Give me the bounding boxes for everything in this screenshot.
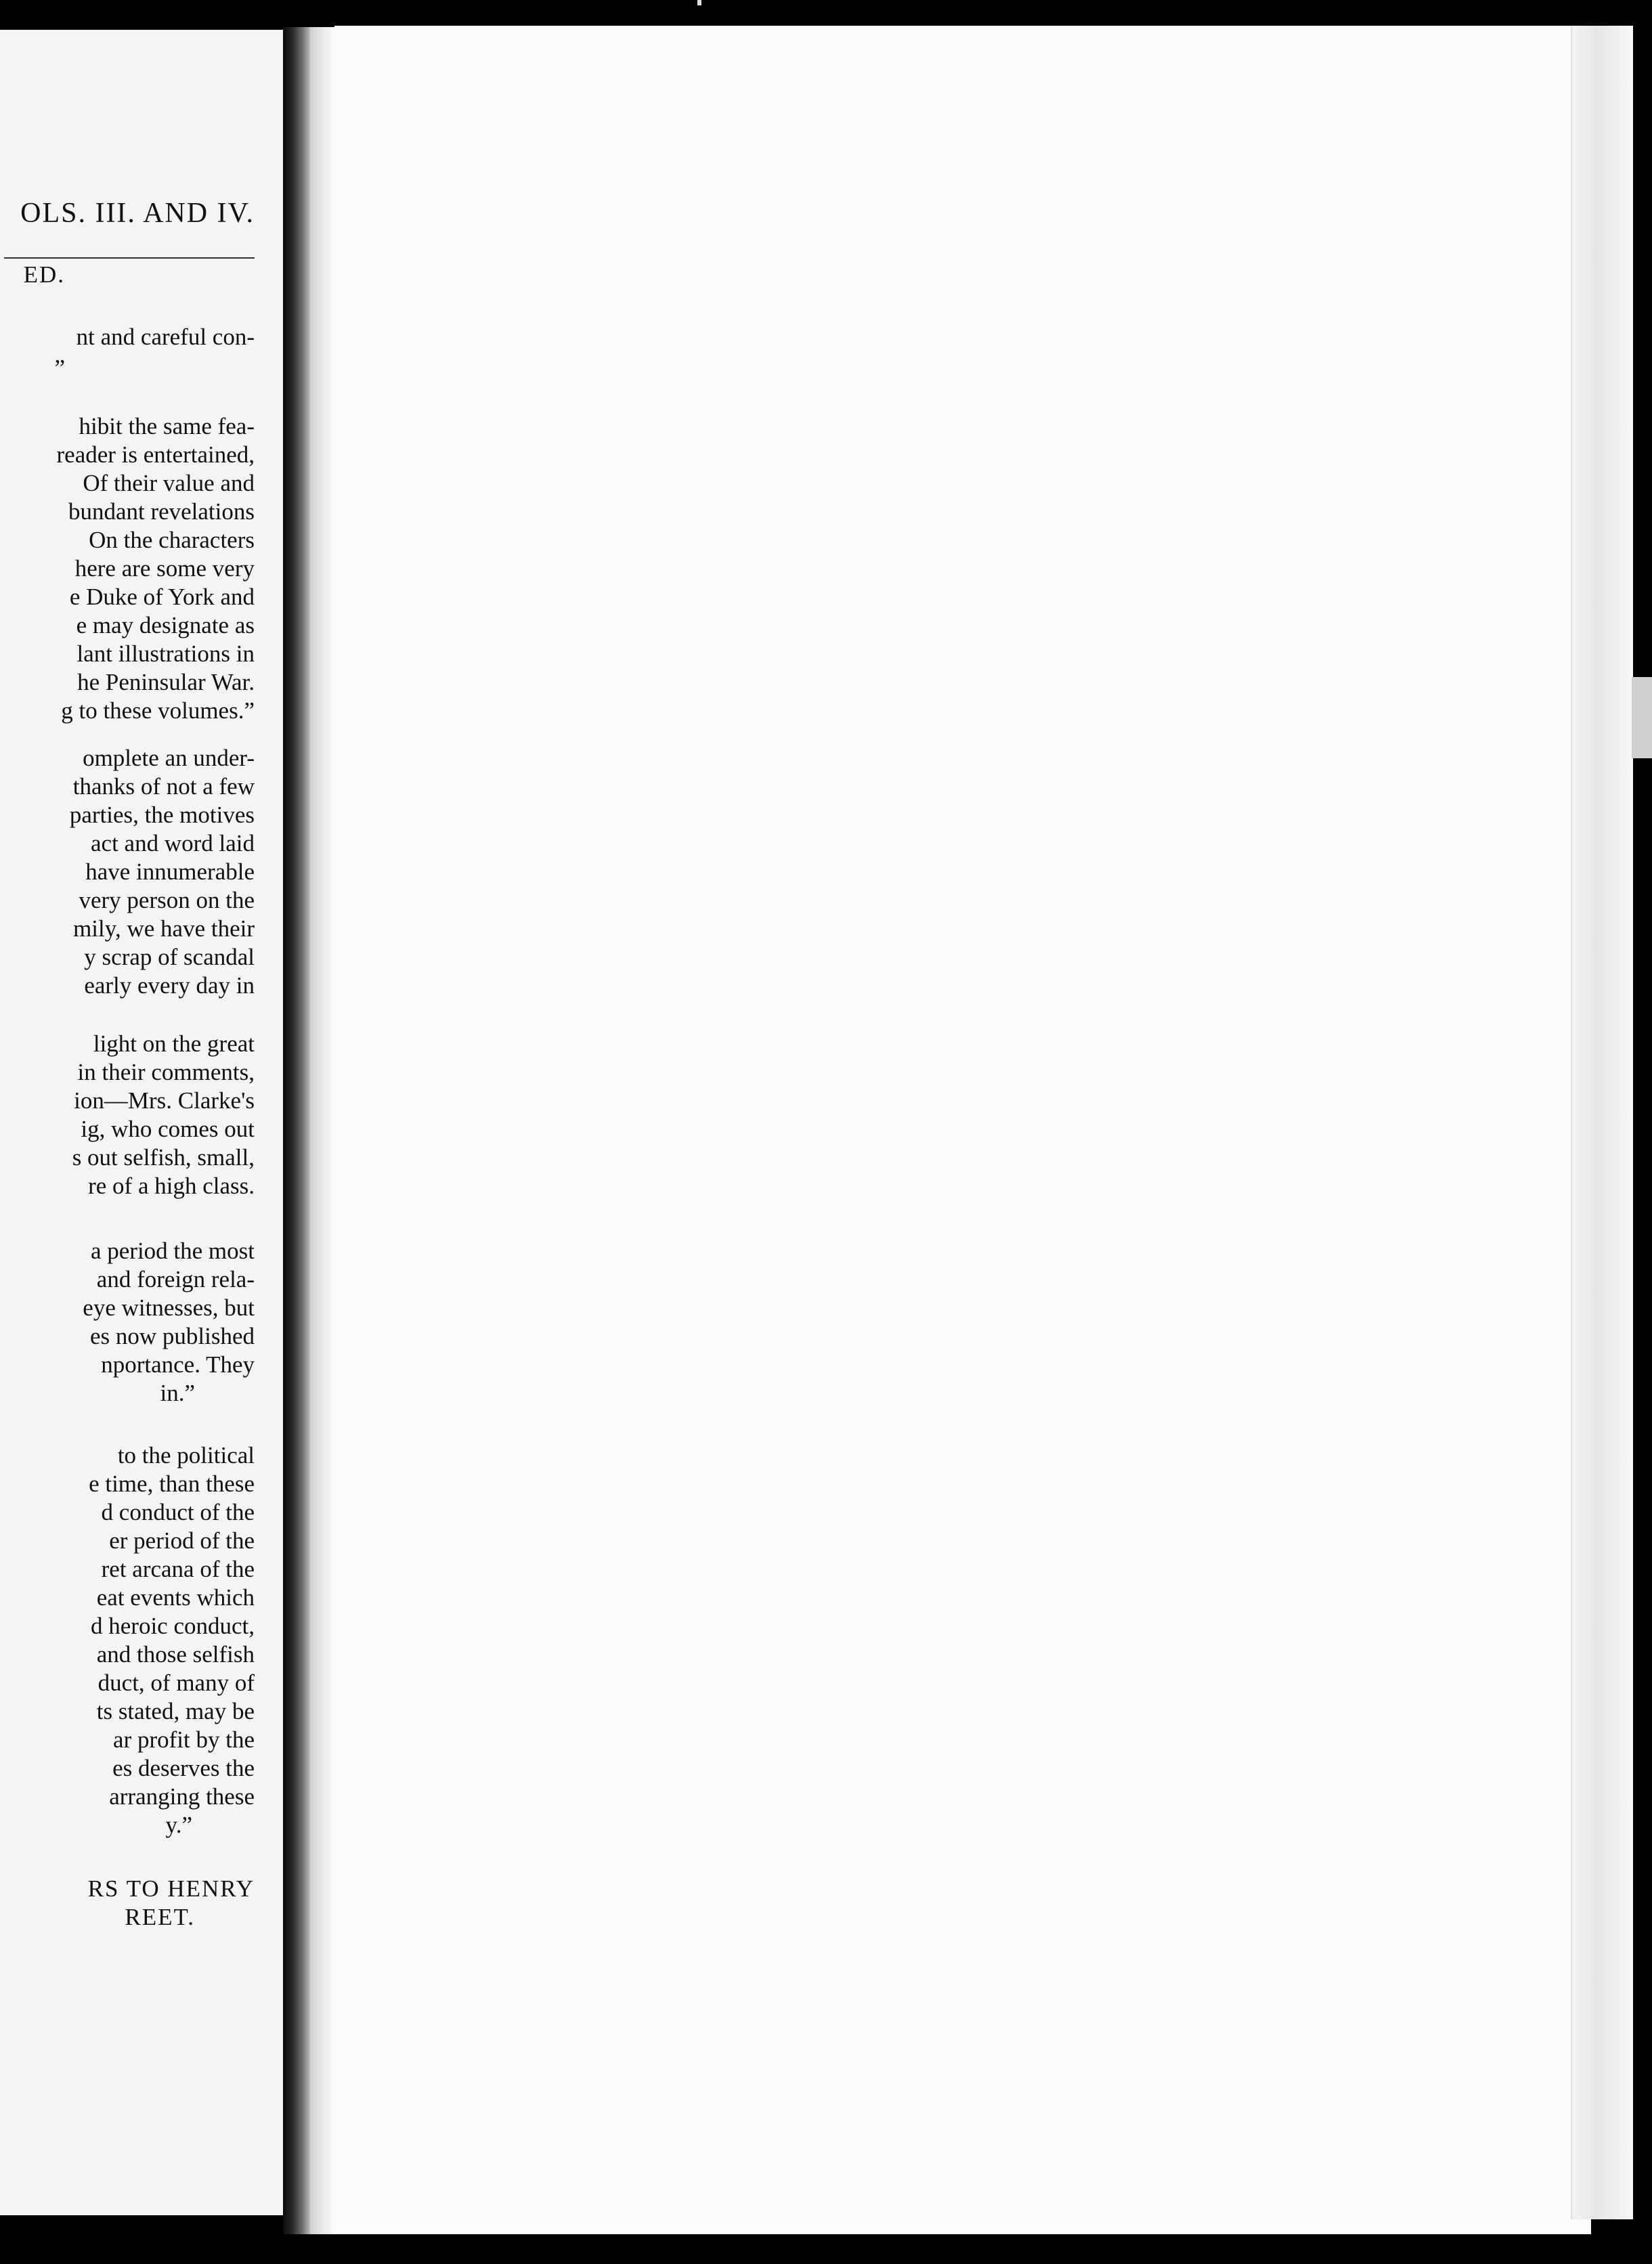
text-line: very person on the <box>79 887 255 913</box>
text-line: he Peninsular War. <box>77 669 255 695</box>
text-line: mily, we have their <box>73 915 255 942</box>
page-header: OLS. III. AND IV. <box>20 198 255 229</box>
text-line: a period the most <box>90 1238 255 1264</box>
text-line: duct, of many of <box>97 1670 255 1696</box>
text-line: re of a high class. <box>88 1173 255 1199</box>
text-line: Of their value and <box>83 470 255 496</box>
text-line: ion—Mrs. Clarke's <box>74 1087 255 1114</box>
text-line: e may designate as <box>76 612 255 638</box>
text-line: eye witnesses, but <box>83 1294 255 1321</box>
text-line: reader is entertained, <box>56 441 255 468</box>
text-line: early every day in <box>84 972 255 999</box>
text-line: y scrap of scandal <box>84 944 255 970</box>
page-edge <box>1571 26 1633 2219</box>
text-line: arranging these <box>109 1783 255 1810</box>
text-line: er period of the <box>109 1527 255 1554</box>
text-line: here are some very <box>74 555 255 582</box>
text-line: ” <box>54 355 65 381</box>
text-line: y.” <box>165 1812 192 1838</box>
text-line: d conduct of the <box>101 1499 255 1525</box>
text-line: and foreign rela- <box>96 1266 255 1292</box>
text-line: act and word laid <box>91 830 255 856</box>
binding-gutter-shadow <box>283 27 310 2234</box>
text-line: and those selfish <box>96 1641 255 1668</box>
text-line: in.” <box>160 1380 195 1406</box>
text-line: ts stated, may be <box>96 1698 255 1724</box>
text-line: thanks of not a few <box>72 773 255 800</box>
text-line: parties, the motives <box>69 802 255 828</box>
scan-speck <box>697 0 701 5</box>
text-line: RS TO HENRY <box>87 1875 255 1902</box>
text-line: d heroic conduct, <box>91 1613 255 1639</box>
text-line: ar profit by the <box>113 1726 255 1753</box>
text-line: light on the great <box>93 1030 255 1057</box>
text-line: in their comments, <box>77 1059 255 1085</box>
left-page-fragment <box>0 30 283 2215</box>
binding-gutter-highlight <box>310 27 334 2234</box>
text-line: e Duke of York and <box>69 584 255 610</box>
text-line: bundant revelations <box>68 498 255 525</box>
text-line: have innumerable <box>85 858 255 885</box>
text-line: es now published <box>89 1323 255 1349</box>
text-line: s out selfish, small, <box>72 1144 255 1171</box>
header-rule <box>4 257 255 259</box>
text-line: ret arcana of the <box>101 1556 255 1582</box>
text-line: ED. <box>23 261 65 288</box>
text-line: omplete an under- <box>83 745 255 771</box>
text-line: On the characters <box>89 527 255 553</box>
text-line: e time, than these <box>89 1471 255 1497</box>
text-line: g to these volumes.” <box>61 697 255 724</box>
text-line: eat events which <box>96 1584 255 1611</box>
text-line: ig, who comes out <box>81 1116 255 1142</box>
text-line: nt and careful con- <box>76 324 255 350</box>
text-line: lant illustrations in <box>77 640 255 667</box>
blank-page <box>334 26 1591 2234</box>
text-line: hibit the same fea- <box>79 413 255 439</box>
text-line: REET. <box>125 1904 195 1930</box>
text-line: to the political <box>117 1442 255 1468</box>
text-line: nportance. They <box>101 1351 255 1378</box>
text-line: es deserves the <box>112 1755 255 1781</box>
page-edge-tab <box>1632 677 1652 758</box>
